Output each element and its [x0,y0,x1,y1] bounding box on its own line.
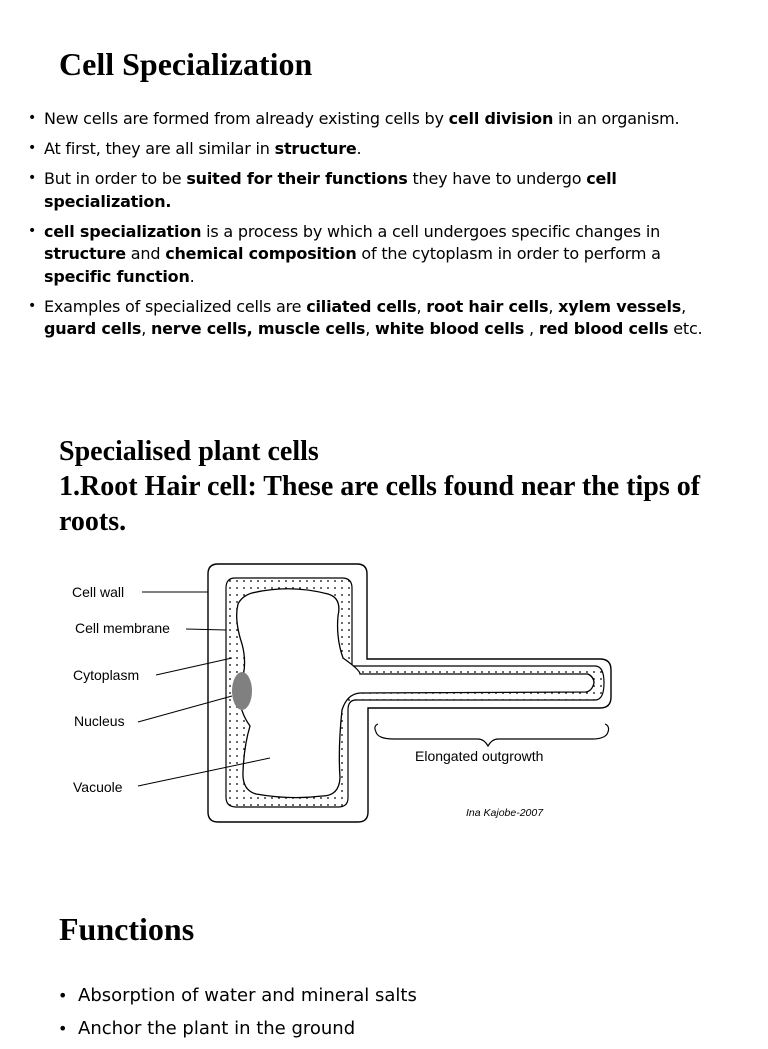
text-run: . [189,266,195,286]
bold-term: cell specialization [44,221,202,241]
bullet-item [28,168,728,213]
label-cell-membrane: Cell membrane [75,620,170,636]
function-item: • Absorption of water and mineral salts [58,983,738,1009]
intro-bullet-list [28,108,728,348]
text-run: . [356,139,362,158]
text-run: of the cytoplasm in order to perform a [356,244,661,263]
text-run: , [548,296,559,316]
outgrowth-brace [375,724,609,746]
section-subheading [59,469,739,539]
text-run: New cells are formed from already existing cells by [44,109,449,128]
text-run: At first, they are all similar in [44,139,275,158]
text-run: and [125,244,166,263]
text-run: , [416,296,427,316]
section-heading [59,434,739,539]
bold-term: root hair cells [426,296,549,316]
bold-term: structure [44,244,126,263]
bold-term: ciliated cells [306,296,417,316]
function-item: • Anchor the plant in the ground [58,1016,738,1042]
text-run: , [141,319,151,338]
root-hair-cell-diagram [60,558,620,828]
text-run: , [681,296,686,316]
text-run: , [365,319,376,338]
bold-term: red blood cells [538,319,669,338]
bullet-item [28,138,728,161]
bold-term: structure [274,139,357,158]
bold-term: cell specialization. [44,169,617,211]
text-run: etc. [668,319,703,338]
label-cell-wall: Cell wall [72,584,125,600]
text-run: , [524,319,539,338]
bullet-item [28,296,728,341]
bold-term: chemical composition [165,244,357,263]
text-run: But in order to be [44,169,187,188]
nucleus-shape [232,672,252,710]
bold-term: suited for their functions [186,169,408,188]
text-run: they have to undergo [407,169,587,188]
bold-term: white blood cells [375,319,525,338]
subheading-bold-label: 1.Root Hair cell: [59,471,257,502]
bullet-item [28,221,728,289]
text-run: is a process by which a cell undergoes specific changes in [201,221,661,241]
functions-list [58,983,738,1049]
bullet-item [28,108,728,131]
subheading-text: These are cells found near the tips of roots. [59,471,701,537]
bold-term: specific function [44,266,190,286]
bold-term: cell division [448,109,554,128]
label-nucleus: Nucleus [74,713,125,729]
label-elongated-outgrowth: Elongated outgrowth [415,748,544,764]
diagram-credit: Ina Kajobe-2007 [466,807,544,819]
page-title: Cell Specialization [59,46,313,82]
label-vacuole: Vacuole [73,779,123,795]
section-heading-title: Specialised plant cells [59,436,319,467]
bold-term: xylem vessels [558,296,682,316]
text-run: in an organism. [553,109,680,128]
text-run: Examples of specialized cells are [44,296,307,316]
bold-term: nerve cells, muscle cells [150,319,366,338]
bold-term: guard cells [44,319,142,338]
functions-title: Functions [59,911,195,947]
label-cytoplasm: Cytoplasm [73,667,140,683]
